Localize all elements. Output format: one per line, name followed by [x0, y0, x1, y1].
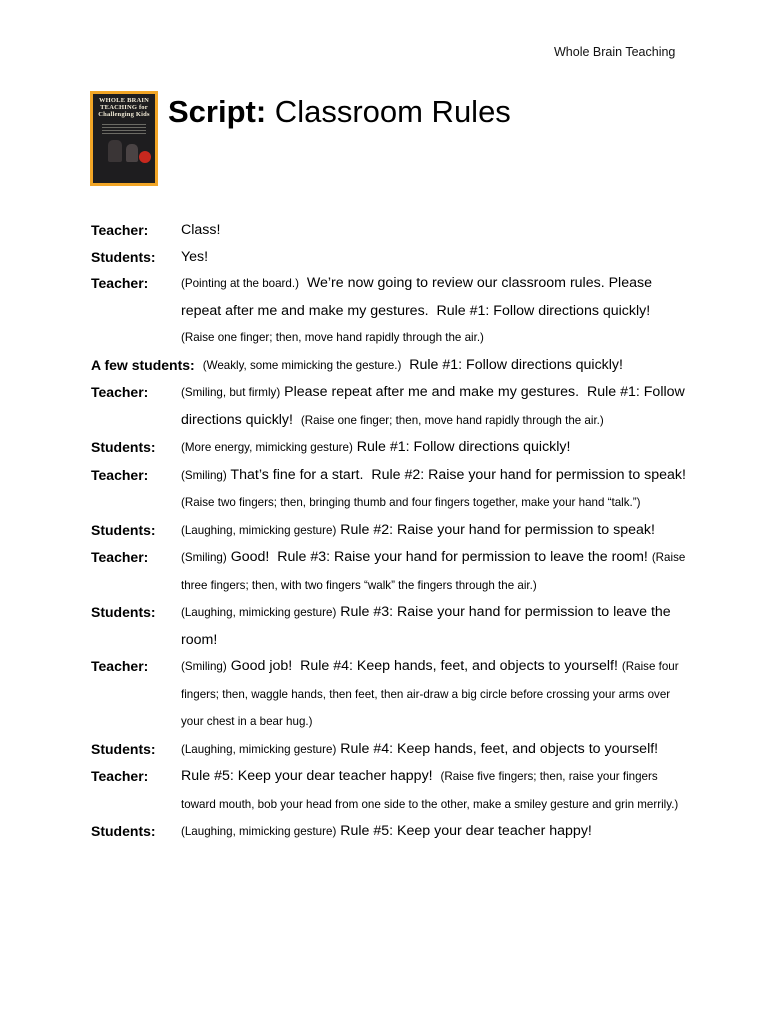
dialogue-line [181, 517, 691, 545]
dialogue-turn [91, 736, 691, 764]
dialogue-line [181, 217, 691, 244]
stage-direction: (Smiling) [181, 468, 227, 482]
speaker-label: Students: [91, 740, 156, 757]
dialogue-turn [91, 244, 691, 271]
spoken-text: Please repeat after me and make my gestures. Rule #1: Follow directions quickly! [181, 384, 689, 428]
spoken-text: Rule #1: Follow directions quickly! [401, 356, 623, 373]
speaker-label: Students: [91, 604, 156, 620]
book-cover-figure [108, 140, 122, 162]
dialogue-line [181, 653, 691, 736]
dialogue-turn [91, 352, 691, 380]
spoken-text: Rule #1: Follow directions quickly! [352, 439, 571, 455]
stage-direction: (Laughing, mimicking gesture) [181, 825, 337, 838]
dialogue-turn [91, 462, 691, 517]
dialogue-line [181, 462, 691, 517]
dialogue-turn [91, 379, 691, 434]
running-header: Whole Brain Teaching [554, 45, 676, 59]
book-cover-figure [126, 144, 138, 162]
speaker-label: Students: [91, 521, 156, 538]
dialogue-line [181, 736, 691, 764]
stage-direction: (Raise three fingers; then, with two fingers “walk” the fingers through the air.) [181, 551, 689, 592]
dialogue-line [181, 244, 691, 271]
stage-direction: (Laughing, mimicking gesture) [181, 523, 337, 537]
speaker-label: Teacher: [91, 222, 149, 238]
book-cover-image [90, 91, 158, 186]
dialogue-line [203, 352, 691, 380]
page-title-bold: Script: [168, 94, 267, 129]
dialogue-turn [91, 434, 691, 462]
spoken-text: Rule #2: Raise your hand for permission to speak! [336, 521, 655, 538]
stage-direction: (Laughing, mimicking gesture) [181, 606, 337, 619]
dialogue-turn [91, 599, 691, 653]
speaker-label: Teacher: [91, 658, 149, 674]
dialogue-turn [91, 544, 691, 599]
spoken-text: We’re now going to review our classroom rules. Please repeat after me and make my gestures. Rule #1: Follow directions quickly! [181, 275, 659, 319]
script-dialogue [91, 217, 691, 846]
stage-direction: (Raise one finger; then, move hand rapidly through the air.) [181, 331, 484, 344]
page-title-rest: Classroom Rules [266, 94, 511, 129]
speaker-label: Students: [91, 248, 156, 265]
spoken-text: That’s fine for a start. Rule #2: Raise your hand for permission to speak! [226, 466, 690, 483]
spoken-text: Rule #5: Keep your dear teacher happy! [336, 823, 592, 839]
speaker-label: Teacher: [91, 384, 149, 400]
spoken-text: Good! Rule #3: Raise your hand for permission to leave the room! [226, 549, 652, 565]
stage-direction: (Raise one finger; then, move hand rapidly through the air.) [300, 413, 604, 427]
stage-direction: (Smiling) [181, 660, 227, 673]
spoken-text: Rule #4: Keep hands, feet, and objects to yourself! [336, 740, 659, 757]
dialogue-turn [91, 818, 691, 846]
dialogue-line [181, 379, 691, 434]
page-title [168, 92, 511, 132]
book-cover-badge [139, 151, 151, 163]
stage-direction: (Smiling) [181, 551, 227, 564]
stage-direction: (Laughing, mimicking gesture) [181, 742, 337, 756]
dialogue-turn [91, 653, 691, 736]
spoken-text: Rule #5: Keep your dear teacher happy! [181, 768, 441, 784]
dialogue-turn [91, 517, 691, 545]
speaker-label: Teacher: [91, 466, 149, 483]
dialogue-line [181, 763, 691, 818]
speaker-label: Teacher: [91, 768, 149, 784]
stage-direction: (More energy, mimicking gesture) [181, 441, 353, 454]
speaker-label: Students: [91, 439, 156, 455]
dialogue-line [181, 270, 691, 352]
dialogue-line [181, 818, 691, 846]
stage-direction: (Raise two fingers; then, bringing thumb and four fingers together, make your hand “talk.”) [181, 496, 641, 509]
book-cover-title: WHOLE BRAIN TEACHING for Challenging Kids [98, 97, 150, 118]
stage-direction: (Raise four fingers; then, waggle hands, then feet, then air-draw a big circle before crossing your arms over your chest in a bear hug.) [181, 660, 682, 728]
speaker-label: A few students: [91, 356, 195, 373]
dialogue-turn [91, 217, 691, 244]
stage-direction: (Raise five fingers; then, raise your fingers toward mouth, bob your head from one side to the other, make a smiley gesture and grin merrily.) [181, 770, 679, 811]
spoken-text: Class! [181, 222, 221, 238]
dialogue-turn [91, 270, 691, 352]
speaker-label: Teacher: [91, 549, 149, 565]
spoken-text: Rule #3: Raise your hand for permission to leave the room! [181, 604, 675, 648]
stage-direction: (Pointing at the board.) [181, 277, 299, 290]
stage-direction: (Smiling, but firmly) [181, 386, 281, 399]
book-cover-artwork [93, 94, 155, 183]
speaker-label: Students: [91, 823, 156, 839]
book-cover-text-lines [102, 124, 146, 136]
dialogue-line [181, 599, 691, 653]
dialogue-line [181, 544, 691, 599]
stage-direction: (Weakly, some mimicking the gesture.) [202, 358, 402, 372]
spoken-text: Yes! [181, 248, 209, 265]
dialogue-turn [91, 763, 691, 818]
speaker-label: Teacher: [91, 275, 149, 291]
spoken-text: Good job! Rule #4: Keep hands, feet, and objects to yourself! [226, 658, 622, 674]
dialogue-line [181, 434, 691, 462]
